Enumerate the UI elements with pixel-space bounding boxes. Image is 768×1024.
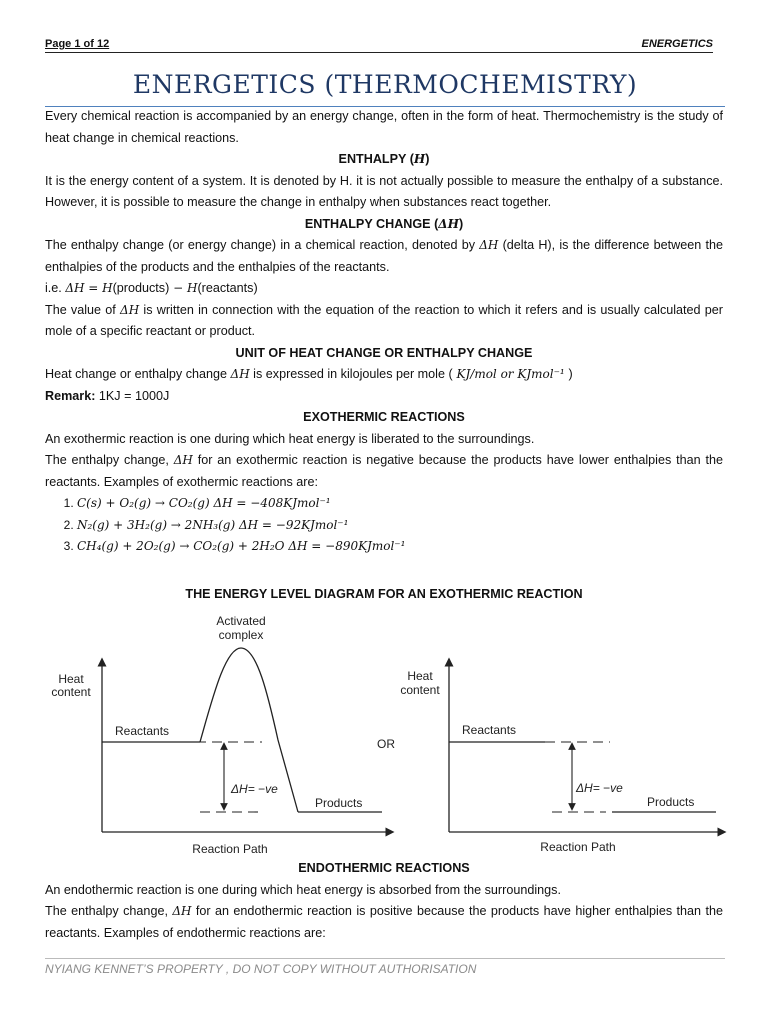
enthalpy-formula: i.e. ΔH = H(products) − H(reactants) [45,281,258,295]
exothermic-heading: EXOTHERMIC REACTIONS [303,410,465,424]
activated-complex-label-1: Activated [216,614,266,628]
left-heat-label: Heat [58,672,84,686]
enthalpy-value-paragraph: The value of ΔH is written in connection with the equation of the reaction to which it refers and is usually calculated per mole of a specific reactant or product. [45,302,723,338]
remark: Remark: 1KJ = 1000J [45,388,170,403]
right-heat-label: Heat [407,669,433,683]
endothermic-section [45,858,723,944]
enthalpy-change-heading: ENTHALPY CHANGE (ΔH) [304,216,464,231]
unit-heading: UNIT OF HEAT CHANGE OR ENTHALPY CHANGE [235,345,533,360]
enthalpy-paragraph: It is the energy content of a system. It is denoted by H. it is not actually possible to measure the enthalpy of a substance. However, it is possible to measure the change in enthalpy when substances react together. [45,173,723,209]
page-header [45,38,713,53]
page-title: ENERGETICS (THERMOCHEMISTRY) [132,70,638,99]
enthalpy-change-paragraph: The enthalpy change (or energy change) in a chemical reaction, denoted by ΔH (delta H), is the difference between the enthalpies of the products and the enthalpies of the reactants. [45,238,723,274]
right-products-label: Products [647,795,695,809]
enthalpy-heading: ENTHALPY (H) [338,152,430,166]
left-reactants-label: Reactants [115,724,170,738]
activated-complex-label-2: complex [218,628,264,642]
diagram-right [400,662,722,854]
exothermic-enthalpy-paragraph: The enthalpy change, ΔH for an exothermic reaction is negative because the products have lower enthalpies than the reactants. Examples of exothermic reactions are: [45,453,723,489]
intro-paragraph: Every chemical reaction is accompanied by an energy change, often in the form of heat. Thermochemistry is the study of heat change in chemical reactions. [45,109,723,145]
diagram-left [51,614,390,856]
unit-paragraph: Heat change or enthalpy change ΔH is expressed in kilojoules per mole ( KJ/mol or KJmol⁻¹ ) [45,367,573,381]
right-x-axis-label: Reaction Path [540,840,616,854]
exothermic-example-2: 2. N₂(g) + 3H₂(g) → 2NH₃(g) ΔH = −92KJmol⁻¹ [77,515,723,537]
right-delta-label: ΔH= −ve [576,781,623,795]
header-section: ENERGETICS [641,38,713,50]
exothermic-example-3: 3. CH₄(g) + 2O₂(g) → CO₂(g) + 2H₂O ΔH = −890KJmol⁻¹ [77,536,723,558]
endothermic-enthalpy-paragraph: The enthalpy change, ΔH for an endothermic reaction is positive because the products have higher enthalpies than the reactants. Examples of endothermic reactions are: [45,904,723,940]
endothermic-definition: An endothermic reaction is one during which heat energy is absorbed from the surroundings. [45,882,561,897]
or-label: OR [377,737,395,751]
right-content-label: content [400,683,440,697]
endothermic-heading: ENDOTHERMIC REACTIONS [298,861,470,875]
exothermic-examples-list [45,493,723,558]
exothermic-definition: An exothermic reaction is one during which heat energy is liberated to the surroundings. [45,431,535,446]
left-content-label: content [51,685,91,699]
right-reactants-label: Reactants [462,723,517,737]
footer-divider [45,958,725,959]
footer-copyright: NYIANG KENNET’S PROPERTY , DO NOT COPY WITHOUT AUTHORISATION [45,962,477,976]
left-products-label: Products [315,796,363,810]
left-delta-label: ΔH= −ve [231,782,278,796]
exothermic-example-1: 1. C(s) + O₂(g) → CO₂(g) ΔH = −408KJmol⁻¹ [77,493,723,515]
page-number: Page 1 of 12 [45,38,110,50]
energy-level-diagram [0,600,768,860]
diagram-title: THE ENERGY LEVEL DIAGRAM FOR AN EXOTHERMIC REACTION [185,587,583,601]
document-body [45,106,723,558]
left-x-axis-label: Reaction Path [192,842,268,856]
